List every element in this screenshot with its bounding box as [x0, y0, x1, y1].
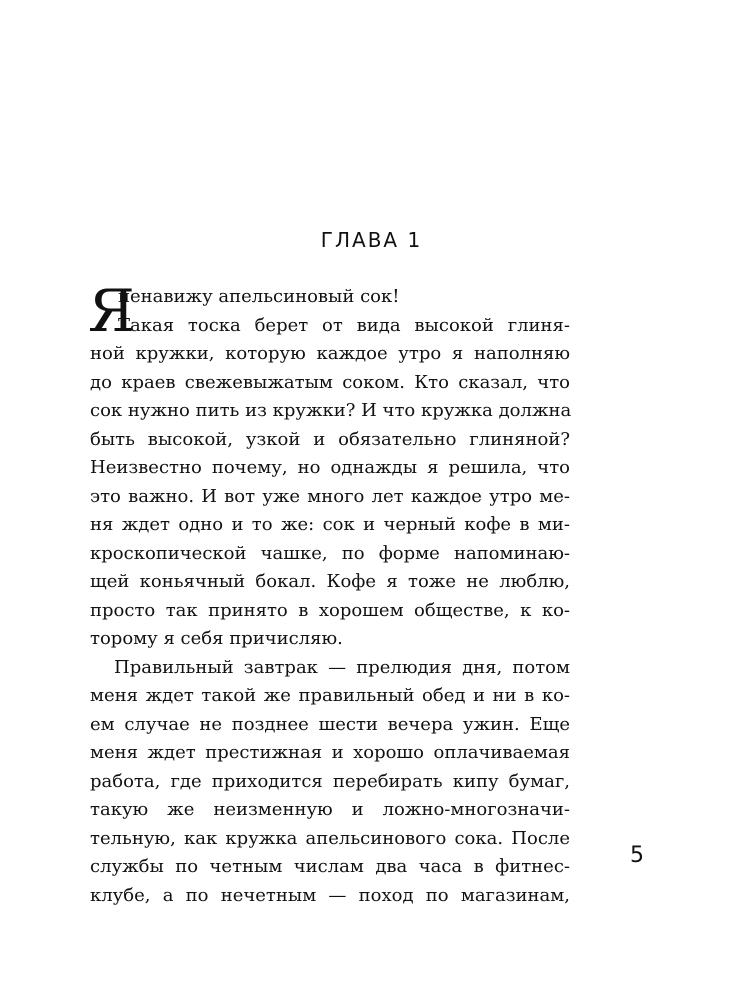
text-line: Правильный завтрак — прелюдия дня, потом: [114, 656, 570, 678]
text-line: клубе, а по нечетным — поход по магазинам,: [90, 884, 570, 906]
text-line: ем случае не позднее шести вечера ужин. Еще: [90, 713, 570, 735]
text-line: торому я себя причисляю.: [90, 628, 343, 649]
text-line: меня ждет престижная и хорошо оплачиваемая: [90, 742, 570, 763]
text-line: тельную, как кружка апельсинового сока. После: [90, 827, 570, 849]
text-line: просто так принято в хорошем обществе, к ко-: [90, 599, 570, 621]
text-line: службы по четным числам два часа в фитнес-: [90, 856, 570, 877]
text-line: работа, где приходится перебирать кипу бумаг,: [90, 770, 570, 792]
text-line: ненавижу апельсиновый сок!: [118, 286, 400, 307]
text-line: ной кружки, которую каждое утро я наполняю: [90, 343, 570, 364]
text-line: Такая тоска берет от вида высокой глиня-: [118, 314, 570, 336]
page-number: 5: [630, 843, 644, 868]
text-line: такую же неизменную и ложно-многозначи-: [90, 799, 570, 820]
text-line: ня ждет одно и то же: сок и черный кофе в ми-: [90, 514, 570, 535]
chapter-heading: ГЛАВА 1: [320, 228, 423, 252]
drop-cap: Я: [88, 277, 135, 345]
text-line: щей коньячный бокал. Кофе я тоже не люблю,: [90, 571, 570, 592]
text-line: сок нужно пить из кружки? И что кружка должна: [90, 400, 572, 421]
text-line: быть высокой, узкой и обязательно глиняной?: [90, 428, 570, 450]
body-text: [88, 277, 572, 910]
text-line: Неизвестно почему, но однажды я решила, что: [90, 457, 570, 478]
text-line: кроскопической чашке, по форме напоминаю-: [90, 542, 570, 564]
text-line: до краев свежевыжатым соком. Кто сказал, что: [90, 371, 570, 393]
text-line: меня ждет такой же правильный обед и ни в ко-: [90, 685, 570, 706]
text-line: это важно. И вот уже много лет каждое утро ме-: [90, 485, 570, 507]
